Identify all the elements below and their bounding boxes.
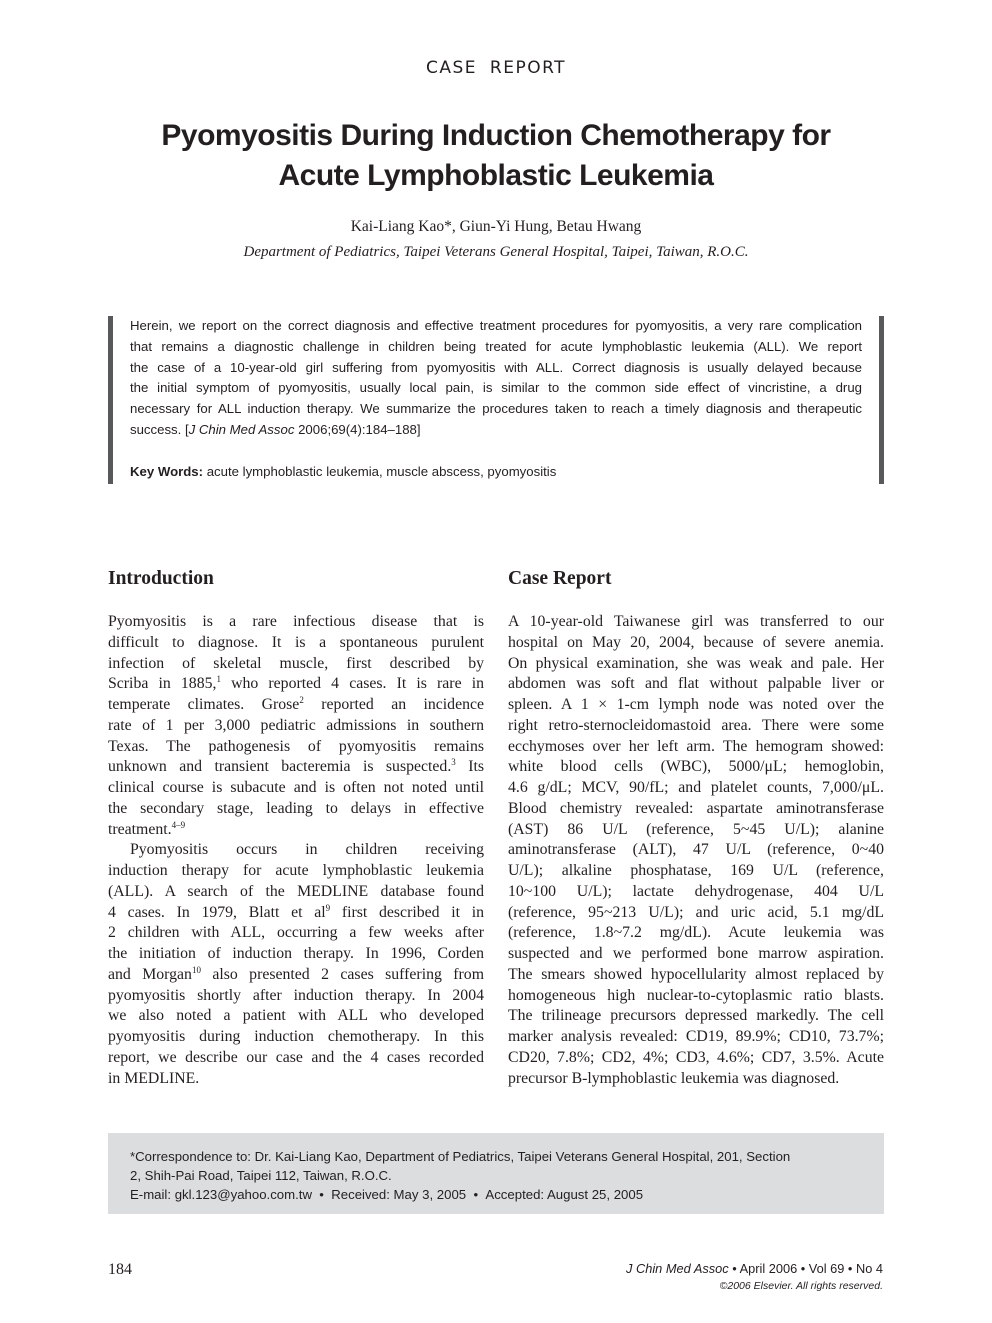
text-line: 4.6 g/dL; MCV, 90/fL; and platelet counts, 7,000/μL. bbox=[508, 779, 884, 796]
case-report-heading: Case Report bbox=[508, 568, 612, 589]
text-line: Pyomyositis is a rare infectious disease that is bbox=[108, 613, 484, 630]
text-line: abdomen was soft and flat without palpable liver or bbox=[508, 675, 884, 693]
text-line: pyomyositis during induction chemotherapy. In this bbox=[108, 1028, 484, 1045]
text-line: Texas. The pathogenesis of pyomyositis remains bbox=[108, 737, 484, 755]
title-line-1: Pyomyositis During Induction Chemotherapy for bbox=[161, 119, 831, 152]
affiliation: Department of Pediatrics, Taipei Veterans General Hospital, Taipei, Taiwan, R.O.C. bbox=[243, 244, 749, 260]
introduction-heading: Introduction bbox=[108, 568, 214, 589]
page-number: 184 bbox=[108, 1261, 132, 1278]
text-line: the initiation of induction therapy. In 1996, Corden bbox=[108, 945, 484, 962]
introduction-paragraph-2 bbox=[108, 840, 484, 1089]
bullet-separator: • bbox=[319, 1187, 324, 1202]
text-line: The smears showed hypocellularity almost replaced by bbox=[508, 965, 884, 983]
text-line: 4 cases. In 1979, Blatt et $al^9$ first described it in bbox=[108, 902, 485, 921]
text-line: in MEDLINE. bbox=[108, 1069, 200, 1087]
text-line: marker analysis revealed: CD19, 89.9%; CD10, 73.7%; bbox=[508, 1028, 884, 1045]
abstract-success: success. [ bbox=[130, 421, 189, 437]
text-line: pyomyositis shortly after induction therapy. In 2004 bbox=[108, 986, 484, 1004]
case-report-body bbox=[508, 612, 884, 1089]
text-line: temperate climates. Grose$^2$ reported an incidence bbox=[108, 695, 484, 713]
accepted-date: Accepted: August 25, 2005 bbox=[485, 1187, 644, 1202]
text-line: (reference, 1.8~7.2 mg/dL). Acute leukemia was bbox=[508, 924, 884, 942]
copyright: ©2006 Elsevier. All rights reserved. bbox=[719, 1280, 883, 1292]
section-label: CASE REPORT bbox=[425, 58, 567, 78]
text-line: Blood chemistry revealed: aspartate aminotransferase bbox=[508, 799, 884, 817]
correspondence-line-1: *Correspondence to: Dr. Kai-Liang Kao, Department of Pediatrics, Taipei Veterans General Hospital, 201, Section bbox=[130, 1149, 791, 1164]
correspondence bbox=[130, 1147, 868, 1204]
text-line: treatment.$^{4-9}$ bbox=[108, 819, 186, 838]
keywords-label: Key Words: bbox=[130, 464, 204, 479]
text-line: rate of 1 per 3,000 pediatric admissions in southern bbox=[108, 716, 484, 734]
reference-superscript: 1 bbox=[216, 674, 221, 685]
text-line: The trilineage precursors depressed markedly. The cell bbox=[508, 1007, 884, 1025]
email: E-mail: gkl.123@yahoo.com.tw bbox=[130, 1187, 312, 1202]
abstract-line: the initial symptom of pyomyositis, usually local pain, is similar to the common side effect of vincristine, a drug bbox=[130, 380, 862, 396]
text-line: On physical examination, she was weak and pale. Her bbox=[508, 654, 884, 672]
text-line: clinical course is subacute and is often not noted until bbox=[108, 779, 484, 796]
text-line: precursor B-lymphoblastic leukemia was diagnosed. bbox=[508, 1069, 840, 1087]
text-line: (AST) 86 U/L (reference, 5~45 U/L); alanine bbox=[508, 820, 884, 838]
text-line: white blood cells (WBC), 5000/μL; hemoglobin, bbox=[508, 758, 884, 776]
text-line: infection of skeletal muscle, first described by bbox=[108, 654, 484, 672]
correspondence-line-3 bbox=[130, 1185, 868, 1204]
citation-journal: J Chin Med Assoc bbox=[188, 421, 295, 437]
text-line: (ALL). A search of the MEDLINE database found bbox=[108, 882, 484, 900]
article-title bbox=[96, 116, 896, 196]
citation-rest: 2006;69(4):184–188] bbox=[294, 421, 421, 437]
text-line: aminotransferase (ALT), 47 U/L (reference, 0~40 bbox=[508, 841, 884, 859]
received-date: Received: May 3, 2005 bbox=[331, 1187, 467, 1202]
keywords-list: acute lymphoblastic leukemia, muscle abscess, pyomyositis bbox=[203, 464, 557, 479]
text-line: A 10-year-old Taiwanese girl was transferred to our bbox=[508, 613, 884, 630]
abstract-last-line bbox=[130, 420, 862, 441]
text-line: 10~100 U/L); lactate dehydrogenase, 404 U/L bbox=[508, 882, 884, 900]
text-line: 2 children with ALL, occurring a few weeks after bbox=[108, 924, 484, 942]
text-line: Scriba in 1885,$^1$ who reported 4 cases. It is rare in bbox=[108, 674, 484, 693]
title-line-2: Acute Lymphoblastic Leukemia bbox=[278, 159, 714, 192]
correspondence-line-2: 2, Shih-Pai Road, Taipei 112, Taiwan, R.O.C. bbox=[130, 1168, 392, 1183]
reference-superscript: 4–9 bbox=[171, 819, 186, 830]
abstract-line: necessary for ALL induction therapy. We summarize the procedures taken to reach a timely diagnosis and therapeutic bbox=[130, 401, 862, 417]
text-line: and Morgan$^{10}$ also presented 2 cases suffering from bbox=[108, 964, 484, 983]
abstract-left-bar bbox=[108, 316, 113, 484]
introduction-body bbox=[108, 612, 484, 1089]
journal-issue: • April 2006 • Vol 69 • No 4 bbox=[728, 1261, 883, 1276]
journal-info bbox=[560, 1261, 883, 1276]
abstract-line: the case of a 10-year-old girl suffering from pyomyositis with ALL. Correct diagnosis is usually delayed because bbox=[130, 359, 862, 375]
introduction-paragraph-1 bbox=[108, 612, 484, 840]
text-line: report, we describe our case and the 4 cases recorded bbox=[108, 1048, 484, 1066]
reference-superscript: 9 bbox=[325, 902, 331, 913]
text-line: hospital on May 20, 2004, because of severe anemia. bbox=[508, 633, 884, 651]
abstract-line: that remains a diagnostic challenge in children being treated for acute lymphoblastic leukemia (ALL). We report bbox=[130, 338, 862, 354]
text-line: homogeneous high nuclear-to-cytoplasmic ratio blasts. bbox=[508, 986, 884, 1004]
reference-superscript: 3 bbox=[451, 757, 456, 768]
journal-name: J Chin Med Assoc bbox=[626, 1261, 729, 1276]
text-line: suspected and we performed bone marrow aspiration. bbox=[508, 945, 884, 962]
text-line: Pyomyositis occurs in children receiving bbox=[130, 841, 484, 859]
case-report-paragraph bbox=[508, 612, 884, 1089]
text-line: spleen. A 1 × 1-cm lymph node was noted over the bbox=[508, 696, 884, 713]
text-line: ecchymoses over her left arm. The hemogram showed: bbox=[508, 737, 884, 755]
abstract-right-bar bbox=[879, 316, 884, 484]
text-line: (reference, 95~213 U/L); and uric acid, 5.1 mg/dL bbox=[508, 903, 884, 921]
text-line: the secondary stage, leading to delays in effective bbox=[108, 799, 484, 817]
text-line: difficult to diagnose. It is a spontaneous purulent bbox=[108, 633, 484, 651]
text-line: right retro-sternocleidomastoid area. There were some bbox=[508, 716, 884, 734]
authors: Kai-Liang Kao*, Giun-Yi Hung, Betau Hwang bbox=[350, 218, 642, 235]
text-line: we also noted a patient with ALL who developed bbox=[108, 1007, 484, 1025]
bullet-separator: • bbox=[473, 1187, 479, 1202]
text-line: unknown and transient bacteremia is suspected.$^3$ Its bbox=[108, 757, 484, 776]
text-line: induction therapy for acute lymphoblastic leukemia bbox=[108, 862, 484, 879]
reference-superscript: 10 bbox=[191, 964, 201, 975]
abstract-line: Herein, we report on the correct diagnosis and effective treatment procedures for pyomyositis, a very rare complication bbox=[130, 318, 862, 333]
keywords bbox=[130, 462, 870, 482]
text-line: U/L); alkaline phosphatase, 169 U/L (reference, bbox=[508, 862, 884, 879]
text-line: CD20, 7.8%; CD2, 4%; CD3, 4.6%; CD7, 3.5%. Acute bbox=[508, 1048, 884, 1066]
abstract bbox=[130, 316, 862, 441]
reference-superscript: 2 bbox=[299, 695, 304, 705]
